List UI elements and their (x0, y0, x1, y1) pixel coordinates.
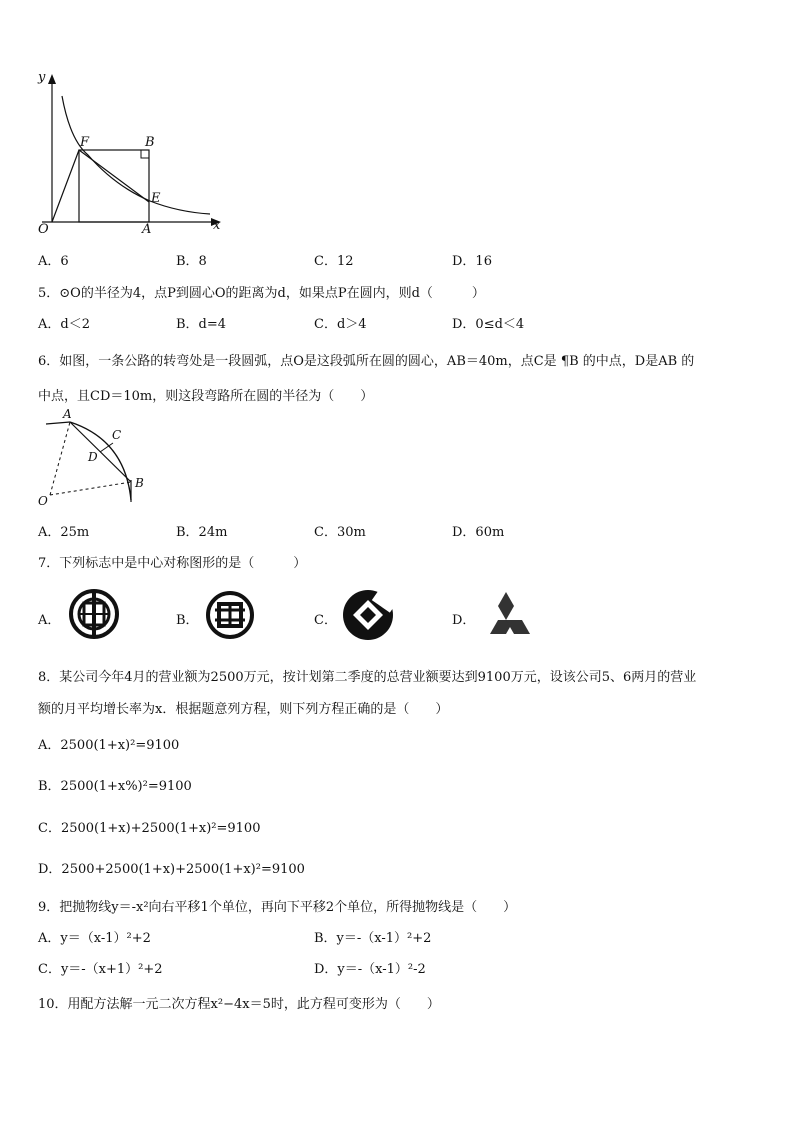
q6-label-O: O (38, 494, 48, 508)
label-E: E (151, 191, 161, 206)
q7-option-c: C． (314, 613, 337, 628)
q7-option-b: B． (176, 613, 199, 628)
q9-option-b: B．y＝-（x-1）²+2 (314, 931, 432, 946)
bank-logo-a-icon (71, 590, 117, 638)
q4-option-a: A．6 (38, 254, 69, 269)
q6-label-D: D (88, 450, 98, 464)
q10-stem: 10．用配方法解一元二次方程x²−4x＝5时，此方程可变形为（ ） (38, 997, 440, 1012)
q9-option-c: C．y＝-（x+1）²+2 (38, 962, 163, 977)
q9-option-a: A．y＝（x-1）²+2 (38, 931, 151, 946)
q4-option-d: D．16 (452, 254, 492, 269)
label-A: A (142, 222, 152, 237)
q9-option-d: D．y＝-（x-1）²-2 (314, 962, 426, 977)
q7-option-d: D． (452, 613, 476, 628)
label-B: B (145, 135, 155, 150)
label-O: O (38, 222, 49, 237)
q8-option-d: D．2500+2500(1+x)+2500(1+x)²=9100 (38, 862, 305, 877)
q5-stem: 5．⊙O的半径为4，点P到圆心O的距离为d，如果点P在圆内，则d（ ） (38, 286, 485, 301)
q6-stem-line2: 中点，且CD＝10m，则这段弯路所在圆的半径为（ ） (38, 389, 374, 404)
q5-option-b: B．d=4 (176, 317, 227, 332)
bank-logo-c-icon (343, 585, 400, 640)
q6-stem-line1: 6．如图，一条公路的转弯处是一段圆弧，点O是这段弧所在圆的圆心，AB＝40m，点C是 ¶B 的中点，D是AB 的 (38, 354, 695, 369)
q6-option-a: A．25m (38, 525, 90, 540)
q6-option-c: C．30m (314, 525, 366, 540)
label-x: x (213, 218, 221, 233)
q6-label-C: C (112, 428, 122, 442)
q8-option-a: A．2500(1+x)²=9100 (38, 738, 180, 753)
q6-label-B: B (135, 476, 144, 490)
q9-stem: 9．把抛物线y＝-x²向右平移1个单位，再向下平移2个单位，所得抛物线是（ ） (38, 900, 517, 915)
label-y: y (38, 70, 46, 85)
q5-option-d: D．0≤d＜4 (452, 317, 525, 332)
q4-option-c: C．12 (314, 254, 354, 269)
q8-option-c: C．2500(1+x)+2500(1+x)²=9100 (38, 821, 261, 836)
mitsubishi-logo-icon (490, 592, 530, 634)
q5-option-c: C．d＞4 (314, 317, 367, 332)
q8-option-b: B．2500(1+x%)²=9100 (38, 779, 192, 794)
q5-option-a: A．d＜2 (38, 317, 90, 332)
q8-stem-line2: 额的月平均增长率为x．根据题意列方程，则下列方程正确的是（ ） (38, 702, 449, 717)
q6-option-d: D．60m (452, 525, 505, 540)
q6-option-b: B．24m (176, 525, 228, 540)
label-F: F (80, 135, 90, 150)
q4-option-b: B．8 (176, 254, 207, 269)
q7-option-a: A． (38, 613, 61, 628)
bank-logo-b-icon (208, 593, 252, 637)
q8-stem-line1: 8．某公司今年4月的营业额为2500万元，按计划第二季度的总营业额要达到9100万元，设该公司5、6两月的营业 (38, 670, 697, 685)
q7-stem: 7．下列标志中是中心对称图形的是（ ） (38, 556, 307, 571)
q6-label-A: A (63, 407, 72, 421)
